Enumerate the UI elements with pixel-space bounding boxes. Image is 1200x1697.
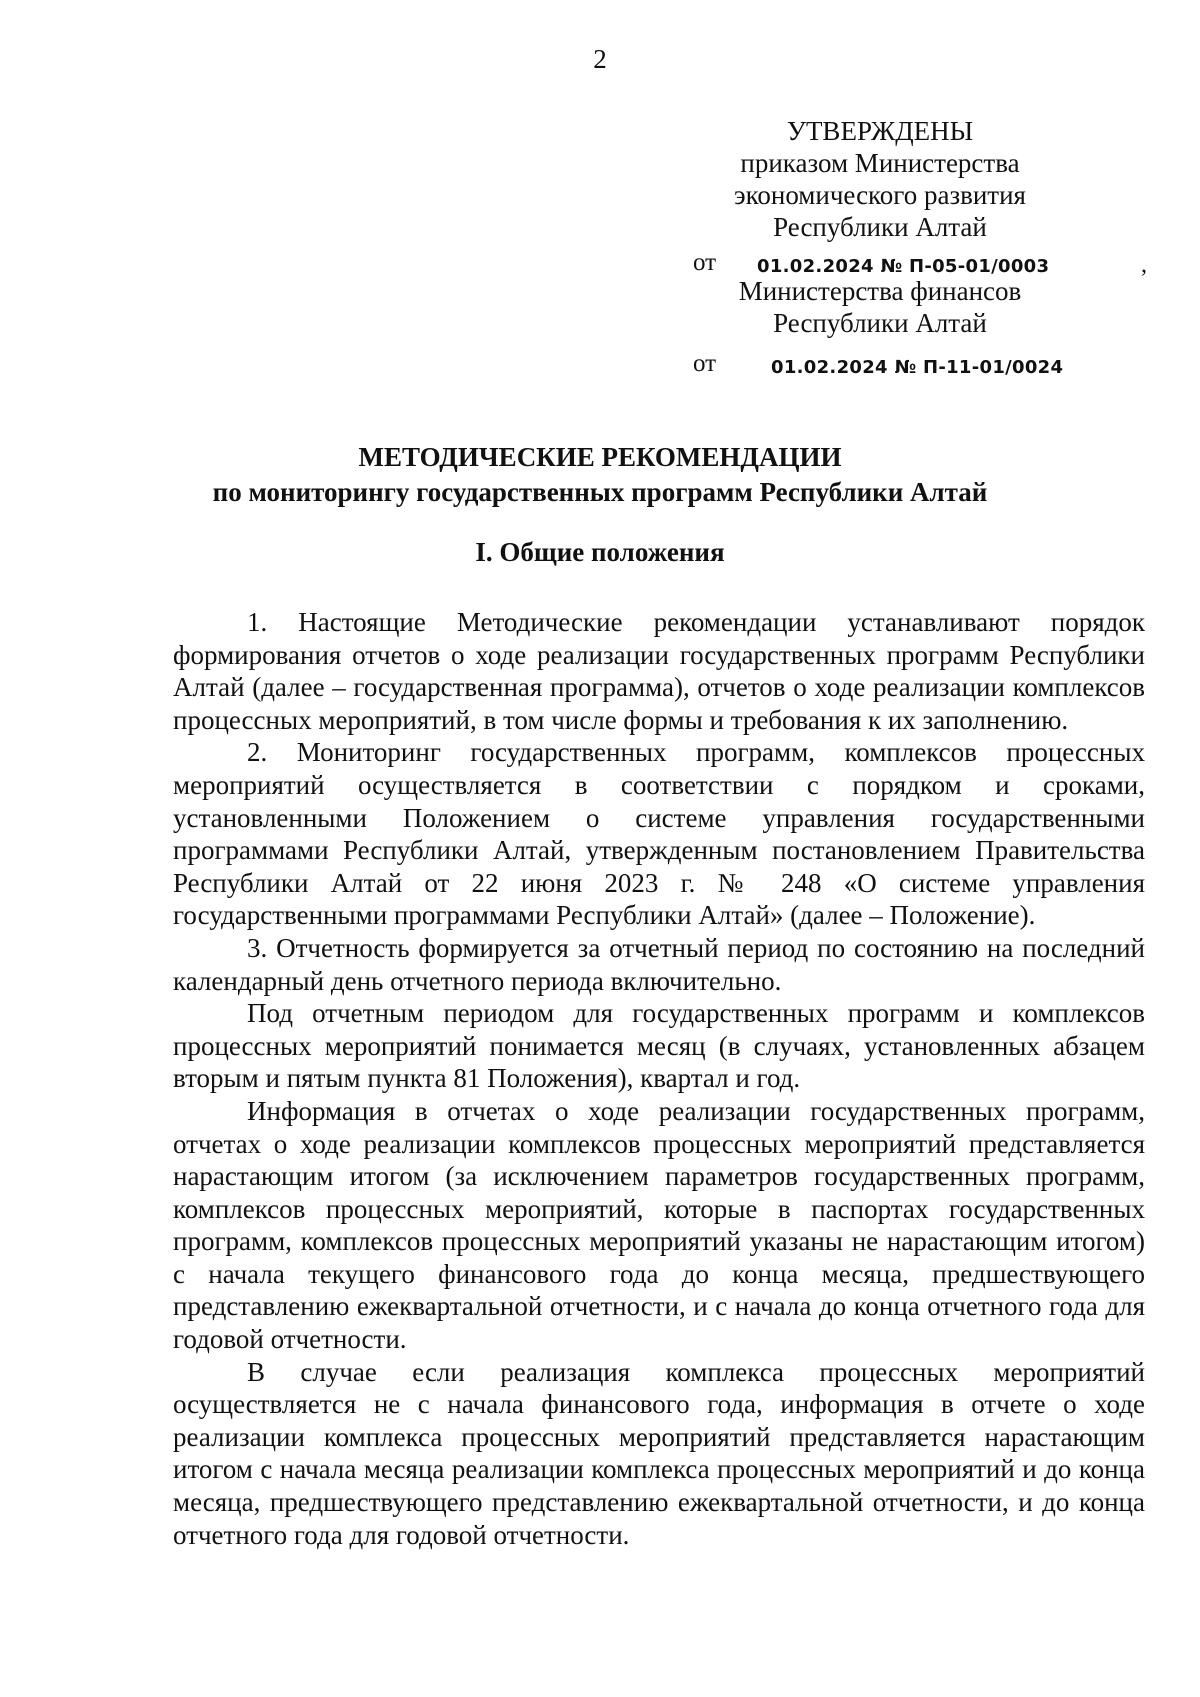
paragraph: 1. Настоящие Методические рекомендации устанавливают порядок формирования отчетов о ходе реализации государственных программ Республики Алтай (далее – государственная программа), отчетов о ходе реализации комплексов процессных мероприятий, в том числе формы и требования к их заполнению. — [173, 607, 1145, 735]
approval-line: Республики Алтай — [773, 308, 987, 338]
approval-line: экономического развития — [734, 180, 1026, 210]
registration-number-2: 01.02.2024 № П-11-01/0024 — [771, 357, 1064, 378]
registration-number-1: 01.02.2024 № П-05-01/0003 — [757, 256, 1050, 277]
page-number: 2 — [593, 44, 607, 74]
paragraph: Под отчетным периодом для государственных программ и комплексов процессных мероприятий понимается месяц (в случаях, установленных абзацем вторым и пятым пункта 81 Положения), квартал и год. — [173, 998, 1145, 1094]
approval-line: Республики Алтай — [773, 212, 987, 242]
paragraph: В случае если реализация комплекса процессных мероприятий осуществляется не с начала финансового года, информация в отчете о ходе реализации комплекса процессных мероприятий представляется нарастающим итогом с начала месяца реализации комплекса процессных мероприятий и до конца месяца, предшествующего представлению ежеквартальной отчетности, и до конца отчетного года для годовой отчетности. — [173, 1356, 1145, 1550]
approval-line: приказом Министерства — [740, 148, 1020, 178]
comma: , — [1141, 252, 1147, 278]
title-line-2: по мониторингу государственных программ Республики Алтай — [212, 477, 988, 507]
paragraph: 3. Отчетность формируется за отчетный период по состоянию на последний календарный день отчетного периода включительно. — [173, 932, 1145, 996]
section-heading: I. Общие положения — [475, 537, 725, 567]
title-line-1: МЕТОДИЧЕСКИЕ РЕКОМЕНДАЦИИ — [358, 442, 842, 472]
paragraph: 2. Мониторинг государственных программ, комплексов процессных мероприятий осуществляется в соответствии с порядком и сроками, установленными Положением о системе управления государственными программами Республики Алтай, утвержденным постановлением Правительства Республики Алтай от 22 июня 2023 г. № 248 «О системе управления государственными программами Республики Алтай» (далее – Положение). — [173, 737, 1145, 931]
paragraph: Информация в отчетах о ходе реализации государственных программ, отчетах о ходе реализации комплексов процессных мероприятий представляется нарастающим итогом (за исключением параметров государственных программ, комплексов процессных мероприятий, которые в паспортах государственных программ, комплексов процессных мероприятий указаны не нарастающим итогом) с начала текущего финансового года до конца месяца, предшествующего представлению ежеквартальной отчетности, и с начала до конца отчетного года для годовой отчетности. — [173, 1095, 1145, 1355]
document-title — [0, 440, 1200, 510]
ot-label-2: от — [693, 350, 717, 377]
approval-line: Министерства финансов — [738, 276, 1022, 306]
body-text — [173, 606, 1145, 1551]
approval-heading: УТВЕРЖДЕНЫ — [786, 116, 974, 146]
approval-block — [690, 115, 1070, 339]
ot-label-1: от — [693, 249, 717, 276]
